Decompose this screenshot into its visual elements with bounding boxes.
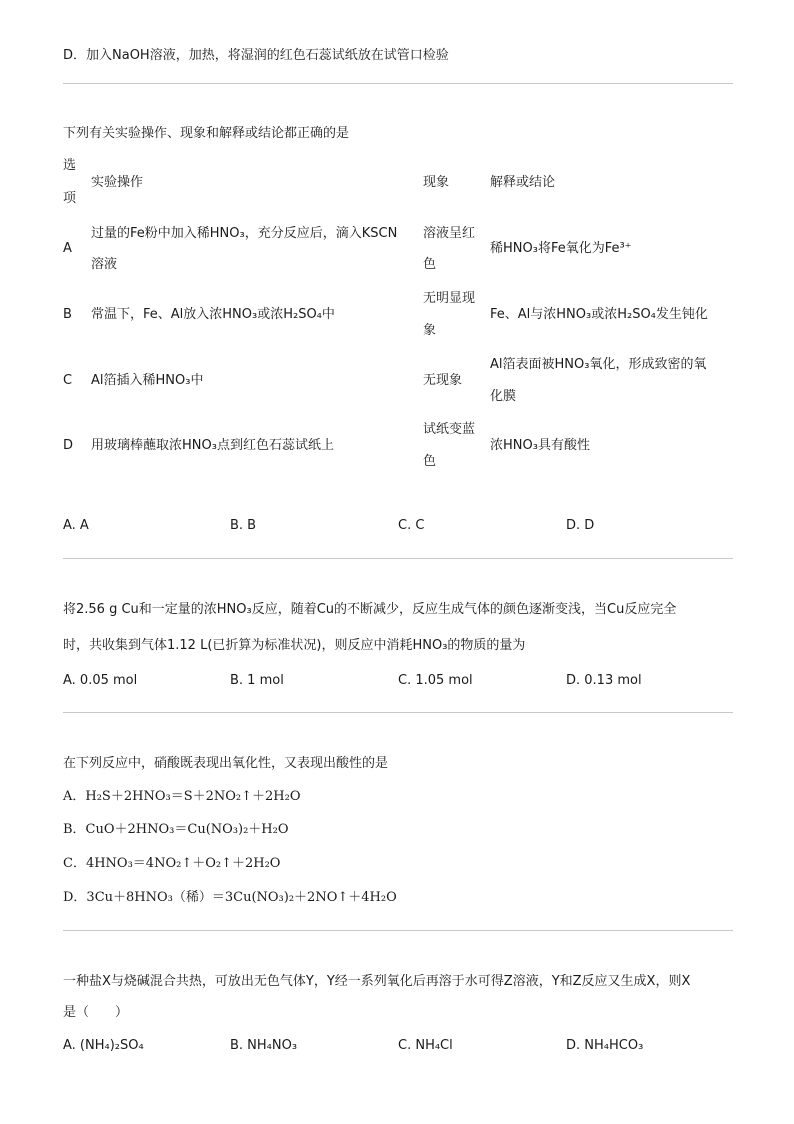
q1-row-b-conclusion: Fe、Al与浓HNO₃或浓H₂SO₄发生钝化 [490,307,708,322]
q1-row-a-conclusion: 稀HNO₃将Fe氧化为Fe³⁺ [490,241,632,256]
divider [63,930,733,931]
q1-row-a-option: A [63,241,72,256]
q2-choice-c[interactable]: C. 1.05 mol [398,673,473,688]
q2-stem-1: 将2.56 g Cu和一定量的浓HNO₃反应，随着Cu的不断减少，反应生成气体的颜色逐渐变浅，当Cu反应完全 [63,602,677,617]
q1-row-d-operation: 用玻璃棒蘸取浓HNO₃点到红色石蕊试纸上 [91,438,334,453]
q4-stem-1: 一种盐X与烧碱混合共热，可放出无色气体Y，Y经一系列氧化后再溶于水可得Z溶液，Y和Z反应又生成X，则X [63,974,691,989]
q2-choice-d[interactable]: D. 0.13 mol [566,673,642,688]
q1-row-c-conclusion-1: Al箔表面被HNO₃氧化，形成致密的氧 [490,357,707,372]
q1-row-a-operation-1: 过量的Fe粉中加入稀HNO₃，充分反应后，滴入KSCN [91,226,398,241]
q2-choice-b[interactable]: B. 1 mol [230,673,284,688]
q1-row-c-option: C [63,373,73,388]
divider [63,83,733,84]
q3-option-b[interactable]: B．CuO＋2HNO₃＝Cu(NO₃)₂＋H₂O [63,822,289,837]
q3-option-a[interactable]: A．H₂S＋2HNO₃＝S＋2NO₂↑＋2H₂O [63,789,301,804]
q1-row-c-phenomenon: 无现象 [423,373,463,388]
q1-choice-d[interactable]: D. D [566,518,595,533]
q4-stem-2: 是（ ） [63,1005,129,1020]
q1-row-a-operation-2: 溶液 [91,257,118,272]
q1-row-d-phenomenon-2: 色 [423,454,437,469]
q1-row-b-option: B [63,307,72,322]
q1-row-d-conclusion: 浓HNO₃具有酸性 [490,438,590,453]
q1-header-conclusion: 解释或结论 [490,175,556,190]
q2-stem-2: 时，共收集到气体1.12 L(已折算为标准状况)，则反应中消耗HNO₃的物质的量为 [63,638,526,653]
q1-header-operation: 实验操作 [91,175,144,190]
q1-row-c-operation: Al箔插入稀HNO₃中 [91,373,204,388]
q1-row-a-phenomenon-1: 溶液呈红 [423,226,476,241]
q3-stem: 在下列反应中，硝酸既表现出氧化性，又表现出酸性的是 [63,756,389,771]
divider [63,558,733,559]
q1-row-b-operation: 常温下，Fe、Al放入浓HNO₃或浓H₂SO₄中 [91,307,335,322]
q1-header-option-2: 项 [63,191,77,206]
q4-choice-b[interactable]: B. NH₄NO₃ [230,1038,298,1053]
q1-header-option-1: 选 [63,158,77,173]
q4-choice-a[interactable]: A. (NH₄)₂SO₄ [63,1038,144,1053]
q3-option-d[interactable]: D．3Cu＋8HNO₃（稀）＝3Cu(NO₃)₂＋2NO↑＋4H₂O [63,890,397,905]
prev-option-d: D．加入NaOH溶液，加热，将湿润的红色石蕊试纸放在试管口检验 [63,48,449,63]
q1-stem: 下列有关实验操作、现象和解释或结论都正确的是 [63,126,350,141]
q1-row-c-conclusion-2: 化膜 [490,389,517,404]
q1-choice-b[interactable]: B. B [230,518,257,533]
divider [63,712,733,713]
q1-row-b-phenomenon-1: 无明显现 [423,291,476,306]
q1-header-phenomenon: 现象 [423,175,450,190]
q1-choice-c[interactable]: C. C [398,518,425,533]
q3-option-c[interactable]: C．4HNO₃＝4NO₂↑＋O₂↑＋2H₂O [63,856,281,871]
q4-choice-c[interactable]: C. NH₄Cl [398,1038,453,1053]
q1-row-d-phenomenon-1: 试纸变蓝 [423,422,476,437]
q1-row-b-phenomenon-2: 象 [423,323,437,338]
q4-choice-d[interactable]: D. NH₄HCO₃ [566,1038,644,1053]
q1-row-d-option: D [63,438,74,453]
q2-choice-a[interactable]: A. 0.05 mol [63,673,138,688]
q1-row-a-phenomenon-2: 色 [423,257,437,272]
q1-choice-a[interactable]: A. A [63,518,89,533]
